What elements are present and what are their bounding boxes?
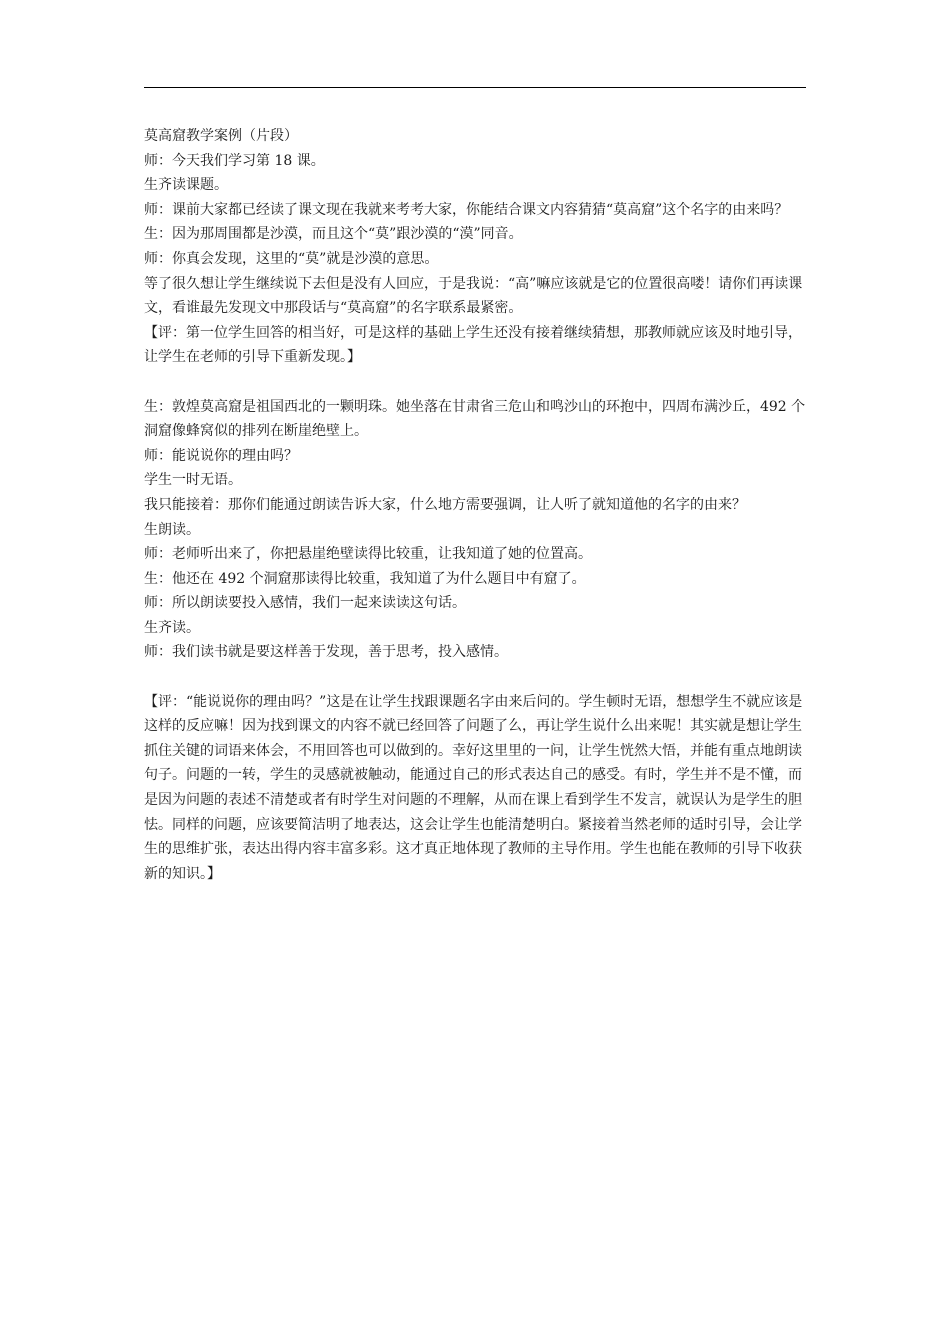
comment-paragraph: 【评：“能说说你的理由吗？”这是在让学生找跟课题名字由来后问的。学生顿时无语，想想学生不就应该是这样的反应嘛！因为找到课文的内容不就已经回答了问题了么，再让学生说什么出来呢！其实就是想让学生抓住关键的词语来体会，不用回答也可以做到的。幸好这里里的一问，让学生恍然大悟，并能有重点地朗读句子。问题的一转，学生的灵感就被触动，能通过自己的形式表达自己的感受。有时，学生并不是不懂，而是因为问题的表述不清楚或者有时学生对问题的不理解，从而在课上看到学生不发言，就误认为是学生的胆怯。同样的问题，应该要简洁明了地表达，这会让学生也能清楚明白。紧接着当然老师的适时引导，会让学生的思维扩张，表达出得内容丰富多彩。这才真正地体现了教师的主导作用。学生也能在教师的引导下收获新的知识。】 [144,693,803,882]
document-body [144,124,808,886]
dialogue-line: 生齐读。 [144,619,200,636]
paragraph-spacer [144,665,808,690]
header-rule [144,87,806,88]
dialogue-line: 师：我们读书就是要这样善于发现，善于思考，投入感情。 [144,644,508,661]
dialogue-line: 师：所以朗读要投入感情，我们一起来读读这句话。 [144,595,466,612]
narration-paragraph: 我只能接着：那你们能通过朗读告诉大家，什么地方需要强调，让人听了就知道他的名字的由来？ [144,496,746,513]
dialogue-line: 生：他还在 492 个洞窟那读得比较重，我知道了为什么题目中有窟了。 [144,570,586,587]
dialogue-line: 师：能说说你的理由吗？ [144,447,298,464]
dialogue-line: 学生一时无语。 [144,472,242,489]
dialogue-line: 生朗读。 [144,521,200,538]
dialogue-line: 师：你真会发现，这里的“莫”就是沙漠的意思。 [144,250,439,267]
dialogue-line: 师：老师听出来了，你把悬崖绝壁读得比较重，让我知道了她的位置高。 [144,546,592,563]
dialogue-line: 生：敦煌莫高窟是祖国西北的一颗明珠。她坐落在甘肃省三危山和鸣沙山的环抱中，四周布满沙丘，492 个洞窟像蜂窝似的排列在断崖绝壁上。 [144,398,806,440]
dialogue-line: 师：课前大家都已经读了课文现在我就来考考大家，你能结合课文内容猜猜“莫高窟”这个名字的由来吗？ [144,201,789,218]
dialogue-line: 生：因为那周围都是沙漠，而且这个“莫”跟沙漠的“漠”同音。 [144,226,523,243]
dialogue-line: 生齐读课题。 [144,177,228,194]
dialogue-line: 师：今天我们学习第 18 课。 [144,152,325,169]
comment-paragraph: 【评：第一位学生回答的相当好，可是这样的基础上学生还没有接着继续猜想，那教师就应该及时地引导，让学生在老师的引导下重新发现。】 [144,324,802,366]
narration-paragraph: 等了很久想让学生继续说下去但是没有人回应，于是我说：“高”嘛应该就是它的位置很高喽！请你们再读课文，看谁最先发现文中那段话与“莫高窟”的名字联系最紧密。 [144,275,803,317]
paragraph-spacer [144,370,808,395]
document-title: 莫高窟教学案例（片段） [144,128,298,144]
